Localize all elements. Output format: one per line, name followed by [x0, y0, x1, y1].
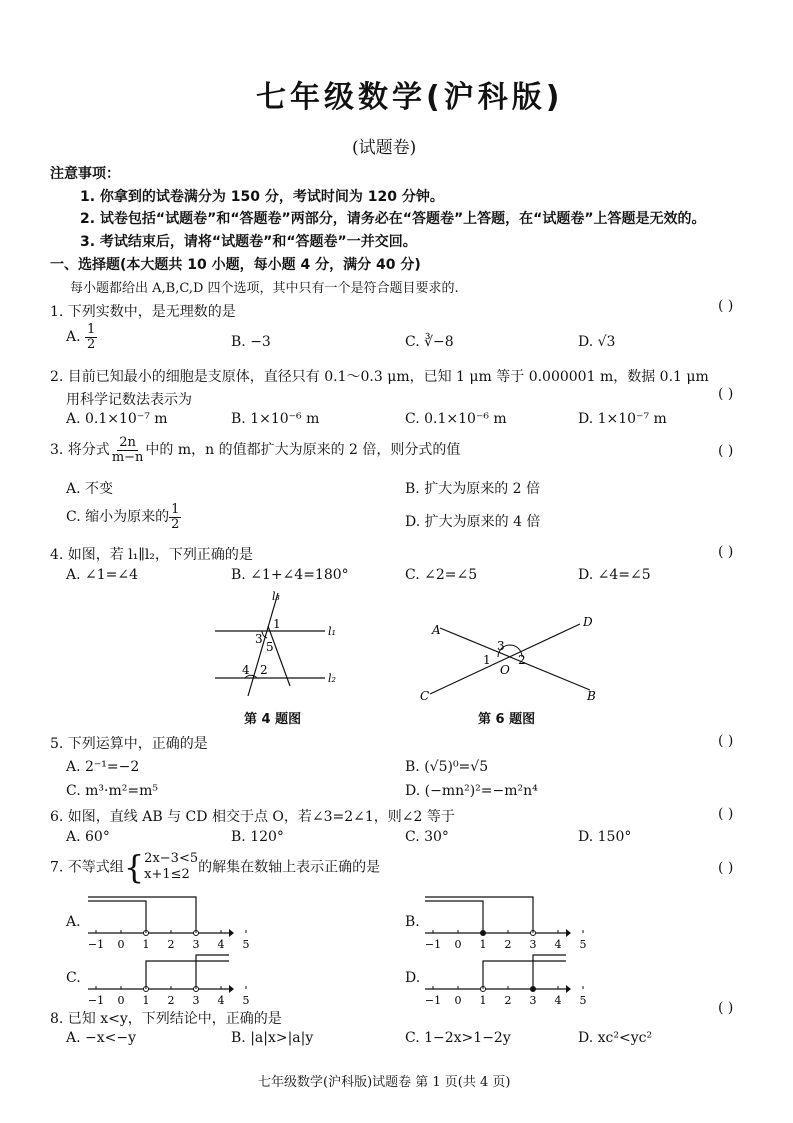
q2-stem-line2: 用科学记数法表示为	[66, 392, 192, 408]
q2-option-d: D. 1×10⁻⁷ m	[578, 411, 667, 427]
q7-option-a-label: A.	[66, 914, 81, 930]
note-item-1: 1. 你拿到的试卷满分为 150 分，考试时间为 120 分钟。	[80, 189, 444, 205]
tick-label: −1	[87, 994, 105, 1007]
q1-option-b: B. −3	[231, 334, 271, 350]
q1-option-d: D. √3	[578, 334, 616, 350]
answer-paren: ( )	[718, 806, 734, 822]
q1-option-c: C. ∛−8	[405, 334, 454, 350]
q4-option-d: D. ∠4=∠5	[578, 567, 651, 583]
q3-option-d: D. 扩大为原来的 4 倍	[405, 514, 541, 530]
q7-option-b-label: B.	[405, 914, 420, 930]
tick-label: 0	[454, 994, 462, 1007]
angle-3: 3	[255, 632, 263, 646]
q6-option-d: D. 150°	[578, 829, 632, 845]
q8-option-c: C. 1−2x>1−2y	[405, 1030, 511, 1046]
tick-label: 1	[142, 994, 150, 1007]
angle-4: 4	[242, 663, 250, 677]
q5-option-c: C. m³·m²=m⁵	[66, 783, 158, 799]
tick-label: 1	[142, 938, 150, 951]
page-footer: 七年级数学(沪科版)试题卷 第 1 页(共 4 页)	[258, 1075, 511, 1090]
tick-label: 5	[242, 938, 250, 951]
angle-5: 5	[266, 640, 274, 654]
q3-option-b: B. 扩大为原来的 2 倍	[405, 481, 540, 497]
q2-option-c: C. 0.1×10⁻⁶ m	[405, 411, 507, 427]
q7-numberline-c	[84, 949, 250, 1009]
tick-label: −1	[424, 938, 442, 951]
q2-option-a: A. 0.1×10⁻⁷ m	[66, 411, 168, 427]
q8-option-d: D. xc²<yc²	[578, 1030, 653, 1046]
figure-6-caption: 第 6 题图	[478, 712, 536, 727]
tick-label: 2	[504, 938, 512, 951]
q4-stem: 4. 如图，若 l₁∥l₂，下列正确的是	[50, 547, 253, 563]
tick-label: 1	[479, 994, 487, 1007]
q3-option-a: A. 不变	[66, 481, 114, 497]
section-heading: 一、选择题(本大题共 10 小题，每小题 4 分，满分 40 分)	[50, 257, 421, 273]
angle-1: 1	[273, 617, 281, 631]
point-O: O	[500, 663, 510, 677]
tick-label: 2	[167, 994, 175, 1007]
tick-label: 4	[554, 994, 562, 1007]
q7-eq1: 2x−3<5	[144, 851, 199, 866]
q7-option-c-label: C.	[66, 970, 81, 986]
angle-2: 2	[260, 663, 268, 677]
q2-stem: 2. 目前已知最小的细胞是支原体，直径只有 0.1～0.3 μm，已知 1 μm 等于 0.000001 m，数据 0.1 μm	[50, 369, 709, 385]
tick-label: 0	[117, 938, 125, 951]
answer-paren: ( )	[718, 733, 734, 749]
q7-numberline-a	[84, 893, 250, 953]
q2-option-b: B. 1×10⁻⁶ m	[231, 411, 320, 427]
answer-paren: ( )	[718, 298, 734, 314]
q6-option-b: B. 120°	[231, 829, 284, 845]
q4-option-a: A. ∠1=∠4	[66, 567, 139, 583]
tick-label: 3	[192, 994, 200, 1007]
q7-stem: 7. 不等式组{ 2x−3<5 x+1≤2 的解集在数轴上表示正确的是	[50, 848, 381, 887]
page-subtitle: (试题卷)	[352, 138, 417, 158]
q5-option-b: B. (√5)⁰=√5	[405, 759, 489, 775]
q7-option-d-label: D.	[405, 970, 421, 986]
tick-label: 3	[529, 994, 537, 1007]
tick-label: 4	[554, 938, 562, 951]
tick-label: 4	[217, 938, 225, 951]
tick-label: 0	[454, 938, 462, 951]
tick-label: 4	[217, 994, 225, 1007]
q3-option-c: C. 缩小为原来的 $\frac{1}{2}$	[66, 502, 180, 532]
note-item-2: 2. 试卷包括“试题卷”和“答题卷”两部分，请务必在“答题卷”上答题，在“试题卷”上答题是无效的。	[80, 211, 706, 227]
answer-paren: ( )	[718, 544, 734, 560]
tick-label: 5	[242, 994, 250, 1007]
angle-3: 3	[497, 639, 505, 653]
tick-label: −1	[87, 938, 105, 951]
q6-stem: 6. 如图，直线 AB 与 CD 相交于点 O，若∠3=2∠1，则∠2 等于	[50, 809, 455, 825]
label-l2: l₂	[328, 672, 336, 685]
tick-label: 3	[529, 938, 537, 951]
tick-label: 2	[167, 938, 175, 951]
tick-label: −1	[424, 994, 442, 1007]
tick-label: 2	[504, 994, 512, 1007]
note-item-3: 3. 考试结束后，请将“试题卷”和“答题卷”一并交回。	[80, 234, 417, 250]
point-A: A	[432, 623, 441, 637]
q8-option-b: B. |a|x>|a|y	[231, 1030, 314, 1046]
point-D: D	[583, 615, 593, 629]
q5-option-a: A. 2⁻¹=−2	[66, 759, 140, 775]
q5-stem: 5. 下列运算中，正确的是	[50, 736, 208, 752]
angle-2: 2	[518, 653, 526, 667]
q4-option-b: B. ∠1+∠4=180°	[231, 567, 349, 583]
point-B: B	[587, 689, 596, 703]
answer-paren: ( )	[718, 386, 734, 402]
q7-eq2: x+1≤2	[144, 867, 190, 883]
q4-option-c: C. ∠2=∠5	[405, 567, 478, 583]
tick-label: 0	[117, 994, 125, 1007]
q1-stem: 1. 下列实数中，是无理数的是	[50, 304, 236, 320]
tick-label: 3	[192, 938, 200, 951]
q6-option-c: C. 30°	[405, 829, 449, 845]
angle-1: 1	[483, 653, 491, 667]
q5-option-d: D. (−mn²)²=−m²n⁴	[405, 783, 538, 799]
figure-4	[210, 588, 360, 698]
tick-label: 5	[579, 994, 587, 1007]
label-l3: l₃	[272, 590, 280, 603]
q3-stem: 3. 将分式 $\frac{2n}{m-n}$ 中的 m，n 的值都扩大为原来的 2 倍，则分式的值	[50, 435, 461, 465]
q8-option-a: A. −x<−y	[66, 1030, 137, 1046]
notes-heading: 注意事项：	[50, 166, 120, 182]
label-l1: l₁	[328, 625, 336, 638]
section-instruction: 每小题都给出 A,B,C,D 四个选项，其中只有一个是符合题目要求的.	[70, 281, 459, 296]
answer-paren: ( )	[718, 443, 734, 459]
answer-paren: ( )	[718, 1000, 734, 1016]
answer-paren: ( )	[718, 860, 734, 876]
q7-numberline-d	[421, 949, 587, 1009]
figure-6	[415, 612, 605, 702]
q7-numberline-b	[421, 893, 587, 953]
point-C: C	[420, 689, 430, 703]
q8-stem: 8. 已知 x<y，下列结论中，正确的是	[50, 1011, 282, 1027]
tick-label: 1	[479, 938, 487, 951]
tick-label: 5	[579, 938, 587, 951]
page-title: 七年级数学(沪科版)	[256, 80, 564, 115]
q6-option-a: A. 60°	[66, 829, 110, 845]
figure-4-caption: 第 4 题图	[244, 712, 302, 727]
q1-option-a: A. $\frac{1}{2}$	[66, 322, 96, 352]
